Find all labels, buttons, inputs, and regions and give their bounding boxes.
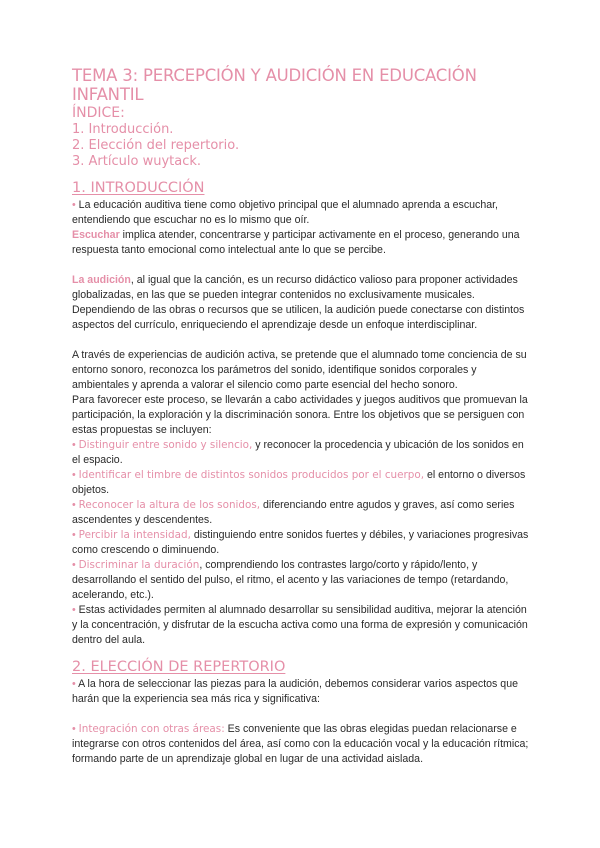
bullet-icon: •	[72, 559, 76, 571]
index-item: 1. Introducción.	[72, 122, 174, 137]
paragraph-text: Es conveniente que las obras elegidas puedan relacionarse e integrarse con otros contenidos del área, así como con la educación vocal y la educación rítmica; formando parte de un aprendizaje global en lugar de una actividad aislada.	[72, 723, 529, 765]
highlight-term: Reconocer la altura de los sonidos,	[78, 499, 261, 511]
paragraph-text: y reconocer la procedencia y ubicación de los sonidos en el espacio.	[72, 439, 524, 466]
bullet-icon: •	[72, 499, 76, 511]
paragraph-text: La educación auditiva tiene como objetivo principal que el alumnado aprenda a escuchar, entendiendo que escuchar no es lo mismo que oír.	[72, 199, 498, 226]
highlight-term: Integración con otras áreas:	[78, 723, 225, 735]
highlight-term: Discriminar la duración	[78, 559, 200, 571]
bullet-icon: •	[72, 439, 76, 451]
bullet-icon: •	[72, 529, 76, 541]
paragraph-text: diferenciando entre agudos y graves, así como series ascendentes y descendentes.	[72, 499, 515, 526]
objective-item	[72, 528, 532, 558]
highlight-term: Distinguir entre sonido y silencio,	[78, 439, 253, 451]
bullet-icon: •	[72, 723, 76, 735]
objective-item	[72, 558, 532, 603]
highlight-term: Escuchar	[72, 229, 120, 241]
paragraph: Para favorecer este proceso, se llevarán a cabo actividades y juegos auditivos que promuevan la participación, la exploración y la discriminación sonora. Entre los objetivos que se persiguen con estas propuestas se incluyen:	[72, 394, 528, 436]
paragraph-text: el entorno o diversos objetos.	[72, 469, 526, 496]
paragraph-text: distinguiendo entre sonidos fuertes y débiles, y variaciones progresivas como crescendo o diminuendo.	[72, 529, 529, 556]
bullet-icon: •	[72, 678, 76, 690]
paragraph-text: A la hora de seleccionar las piezas para la audición, debemos considerar varios aspectos que harán que la experiencia sea más rica y significativa:	[72, 678, 518, 705]
paragraph-text: , al igual que la canción, es un recurso didáctico valioso para proponer actividades globalizadas, en las que se pueden integrar contenidos no exclusivamente musicales. Dependiendo de las obras o recursos que se utilicen, la audición puede conectarse con distintos aspectos del currículo, enriqueciendo el aprendizaje desde un enfoque interdisciplinar.	[72, 274, 525, 331]
index-item: 2. Elección del repertorio.	[72, 138, 240, 153]
section-heading-eleccion-repertorio: 2. ELECCIÓN DE REPERTORIO	[72, 659, 286, 675]
section-heading-introduccion: 1. INTRODUCCIÓN	[72, 180, 205, 196]
index-item: 3. Artículo wuytack.	[72, 154, 202, 169]
highlight-term: La audición	[72, 274, 131, 286]
paragraph	[72, 273, 532, 333]
document-page	[72, 66, 532, 767]
bullet-icon: •	[72, 199, 76, 211]
repertoire-item	[72, 722, 532, 767]
paragraph	[72, 677, 532, 707]
paragraph-text: Estas actividades permiten al alumnado desarrollar su sensibilidad auditiva, mejorar la atención y la concentración, y disfrutar de la escucha activa como una forma de expresión y comunicación dentro del aula.	[72, 604, 528, 646]
paragraph: A través de experiencias de audición activa, se pretende que el alumnado tome conciencia de su entorno sonoro, reconozca los parámetros del sonido, identifique sonidos corporales y ambientales y aprenda a valorar el silencio como parte esencial del hecho sonoro.	[72, 349, 527, 391]
index-heading: ÍNDICE:	[72, 105, 125, 121]
objective-item	[72, 438, 532, 468]
highlight-term: Percibir la intensidad,	[78, 529, 191, 541]
objective-item	[72, 498, 532, 528]
paragraph-text: , comprendiendo los contrastes largo/corto y rápido/lento, y desarrollando el sentido del pulso, el ritmo, el acento y las variaciones de tempo (retardando, acelerando, etc.).	[72, 559, 509, 601]
bullet-icon: •	[72, 469, 76, 481]
paragraph	[72, 228, 532, 258]
paragraph	[72, 603, 532, 648]
objective-item	[72, 468, 532, 498]
bullet-icon: •	[72, 604, 76, 616]
highlight-term: Identificar el timbre de distintos sonidos producidos por el cuerpo,	[78, 469, 425, 481]
paragraph-text: implica atender, concentrarse y participar activamente en el proceso, generando una respuesta tanto emocional como intelectual ante lo que se percibe.	[72, 229, 520, 256]
document-title: TEMA 3: PERCEPCIÓN Y AUDICIÓN EN EDUCACIÓN INFANTIL	[72, 66, 477, 104]
paragraph	[72, 198, 532, 228]
